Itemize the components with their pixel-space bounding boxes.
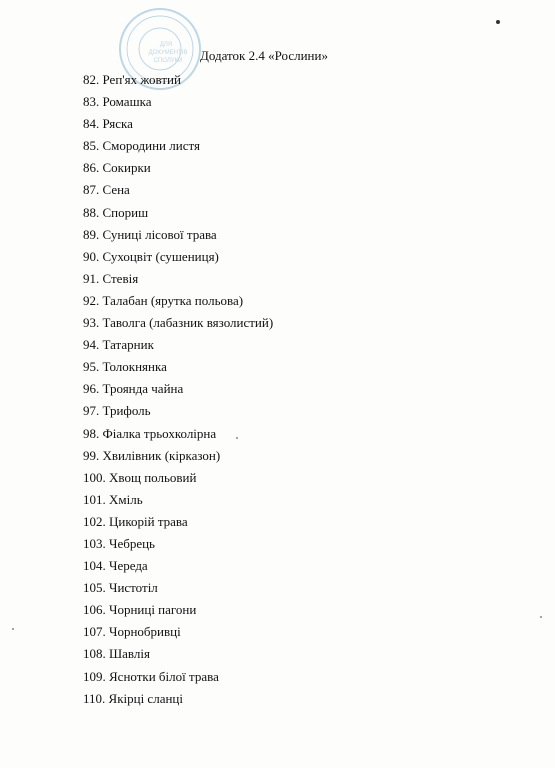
list-item: 105. Чистотіл — [83, 580, 158, 596]
list-item: 85. Смородини листя — [83, 138, 200, 154]
ink-speck — [540, 616, 542, 618]
plant-list — [83, 69, 273, 710]
list-item: 91. Стевія — [83, 270, 139, 286]
svg-text:ДЛЯ: ДЛЯ — [159, 42, 173, 48]
list-item: 103. Чебрець — [83, 535, 155, 551]
list-item: 94. Татарник — [83, 337, 154, 353]
list-item: 89. Суниці лісової трава — [83, 226, 217, 242]
list-item: 93. Таволга (лабазник вязолистий) — [83, 315, 274, 331]
list-item: 110. Якірці сланці — [83, 690, 183, 706]
list-item: 102. Цикорій трава — [83, 513, 188, 529]
list-item: 87. Сена — [83, 182, 130, 198]
list-item: 109. Яснотки білої трава — [83, 668, 219, 684]
document-title: Додаток 2.4 «Рослини» — [200, 48, 328, 63]
list-item: 92. Талабан (ярутка польова) — [83, 292, 244, 308]
list-item: 98. Фіалка трьохколірна — [83, 425, 217, 441]
list-item: 97. Трифоль — [83, 403, 151, 419]
list-item: 90. Сухоцвіт (сушениця) — [83, 248, 219, 264]
ink-dot — [496, 20, 500, 24]
list-item: 99. Хвилівник (кірказон) — [83, 447, 221, 463]
list-item: 96. Троянда чайна — [83, 381, 184, 397]
list-item: 104. Череда — [83, 558, 148, 574]
ink-speck — [12, 628, 14, 630]
list-item: 86. Сокирки — [83, 160, 151, 176]
list-item: 107. Чорнобривці — [83, 624, 181, 640]
svg-text:ДОКУМЕНТІВ: ДОКУМЕНТІВ — [148, 50, 188, 56]
list-item: 82. Реп'ях жовтий — [83, 72, 181, 87]
list-item: 106. Чорниці пагони — [83, 602, 197, 618]
list-item: 95. Толокнянка — [83, 359, 167, 375]
list-item: 108. Шавлія — [83, 646, 150, 662]
list-item: 83. Ромашка — [83, 94, 152, 110]
list-item: 100. Хвощ польовий — [83, 469, 197, 485]
list-item: 101. Хміль — [83, 491, 143, 507]
svg-text:СПОЛУКИ: СПОЛУКИ — [153, 58, 183, 64]
list-item: 88. Спориш — [83, 204, 149, 220]
list-item: 84. Ряска — [83, 116, 133, 132]
